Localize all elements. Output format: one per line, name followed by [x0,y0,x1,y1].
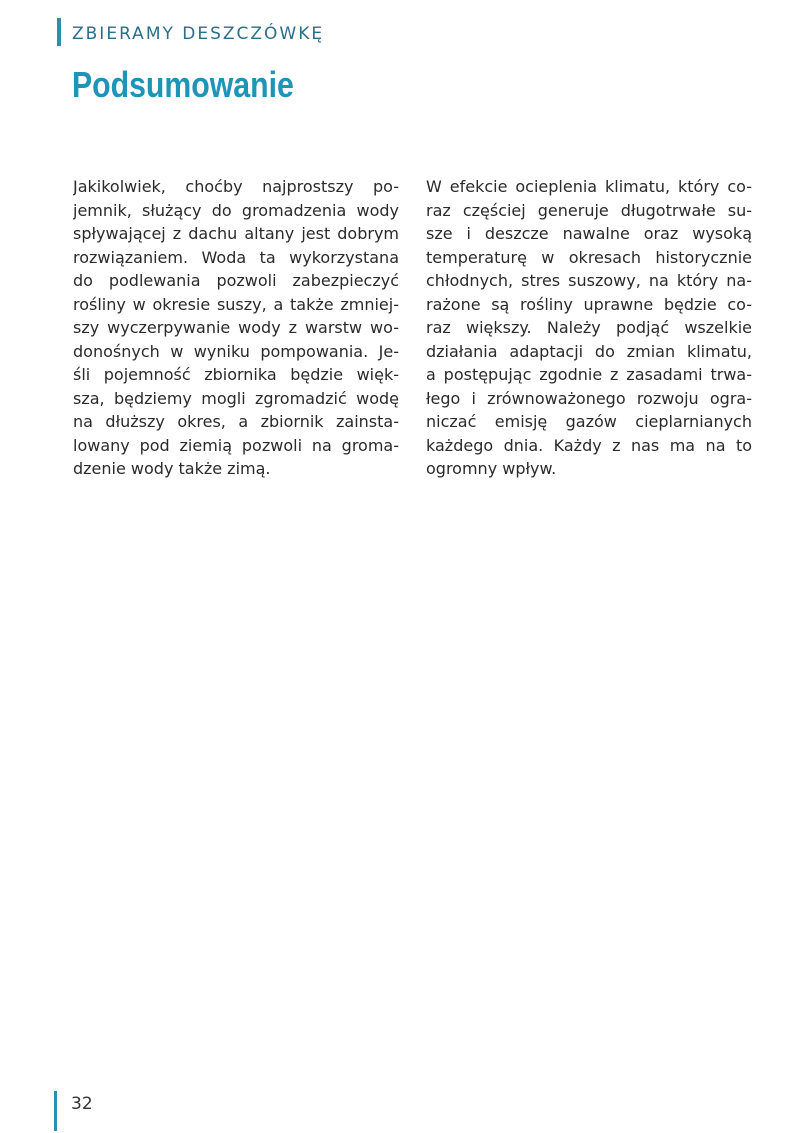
page-number: 32 [71,1094,93,1114]
text-line: chłodnych, stres suszowy, na który na- [426,271,752,290]
text-line: rozwiązaniem. Woda ta wykorzystana [73,247,399,267]
left-text-column [73,175,399,481]
text-line: niczać emisję gazów cieplarnianych [426,412,752,431]
text-line: łego i zrównoważonego rozwoju ogra- [426,388,752,408]
header-accent-bar [57,18,61,46]
text-line: śli pojemność zbiornika będzie więk- [73,365,399,384]
text-line: jemnik, służący do gromadzenia wody [73,200,399,220]
text-line: donośnych w wyniku pompowania. Je- [73,341,399,361]
right-text-column [426,175,752,481]
text-line: na dłuższy okres, a zbiornik zainsta- [73,412,399,431]
text-line: ogromny wpływ. [426,459,557,478]
text-line: raz większy. Należy podjąć wszelkie [426,318,752,337]
footer-accent-bar [54,1091,57,1131]
section-label: ZBIERAMY DESZCZÓWKĘ [72,24,325,44]
text-line: Jakikolwiek, choćby najprostszy po- [73,177,399,196]
text-line: dzenie wody także zimą. [73,459,271,478]
text-line: działania adaptacji do zmian klimatu, [426,341,752,361]
text-line: każdego dnia. Każdy z nas ma na to [426,435,752,455]
text-line: a postępując zgodnie z zasadami trwa- [426,365,752,384]
text-line: lowany pod ziemią pozwoli na groma- [73,435,399,455]
text-line: sza, będziemy mogli zgromadzić wodę [73,388,399,408]
text-line: sze i deszcze nawalne oraz wysoką [426,224,752,243]
text-line: spływającej z dachu altany jest dobrym [73,224,399,243]
text-line: W efekcie ocieplenia klimatu, który co- [426,177,752,196]
page-title: Podsumowanie [72,64,294,105]
text-line: rażone są rośliny uprawne będzie co- [426,294,752,314]
text-line: szy wyczerpywanie wody z warstw wo- [73,318,399,337]
text-line: rośliny w okresie suszy, a także zmniej- [73,294,399,314]
text-line: raz częściej generuje długotrwałe su- [426,200,752,220]
text-line: do podlewania pozwoli zabezpieczyć [73,271,399,290]
text-line: temperaturę w okresach historycznie [426,247,752,267]
